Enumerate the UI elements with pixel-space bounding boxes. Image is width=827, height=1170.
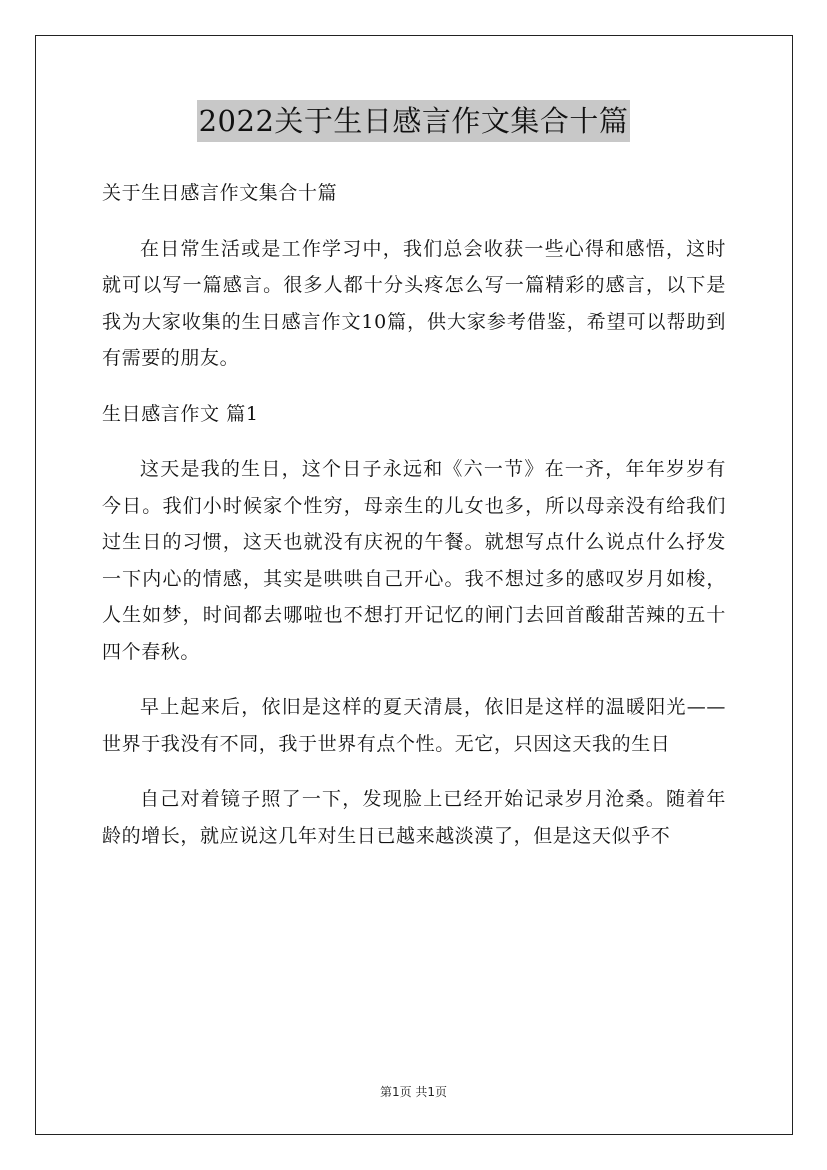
page-number-label: 第1页 共1页 bbox=[379, 1085, 448, 1099]
body-paragraph-1: 这天是我的生日，这个日子永远和《六一节》在一齐，年年岁岁有今日。我们小时候家个性穷，母亲生的儿女也多，所以母亲没有给我们过生日的习惯，这天也就没有庆祝的午餐。就想写点什么说点什么抒发一下内心的情感，其实是哄哄自己开心。我不想过多的感叹岁月如梭，人生如梦，时间都去哪啦也不想打开记忆的闸门去回首酸甜苦辣的五十四个春秋。 bbox=[102, 458, 726, 663]
body-paragraph-3: 自己对着镜子照了一下，发现脸上已经开始记录岁月沧桑。随着年龄的增长，就应说这几年对生日已越来越淡漠了，但是这天似乎不 bbox=[102, 788, 726, 847]
intro-paragraph: 在日常生活或是工作学习中，我们总会收获一些心得和感悟，这时就可以写一篇感言。很多人都十分头疼怎么写一篇精彩的感言，以下是我为大家收集的生日感言作文10篇，供大家参考借鉴，希望可以帮助到有需要的朋友。 bbox=[102, 237, 726, 369]
subtitle: 关于生日感言作文集合十篇 bbox=[102, 182, 338, 204]
document-body bbox=[102, 175, 726, 854]
body-paragraph-2: 早上起来后，依旧是这样的夏天清晨，依旧是这样的温暖阳光——世界于我没有不同，我于世界有点个性。无它，只因这天我的生日 bbox=[102, 696, 726, 755]
section-heading: 生日感言作文 篇1 bbox=[102, 402, 259, 425]
document-title: 2022关于生日感言作文集合十篇 bbox=[197, 100, 631, 142]
title-container bbox=[0, 100, 827, 142]
page-footer bbox=[0, 1083, 827, 1100]
